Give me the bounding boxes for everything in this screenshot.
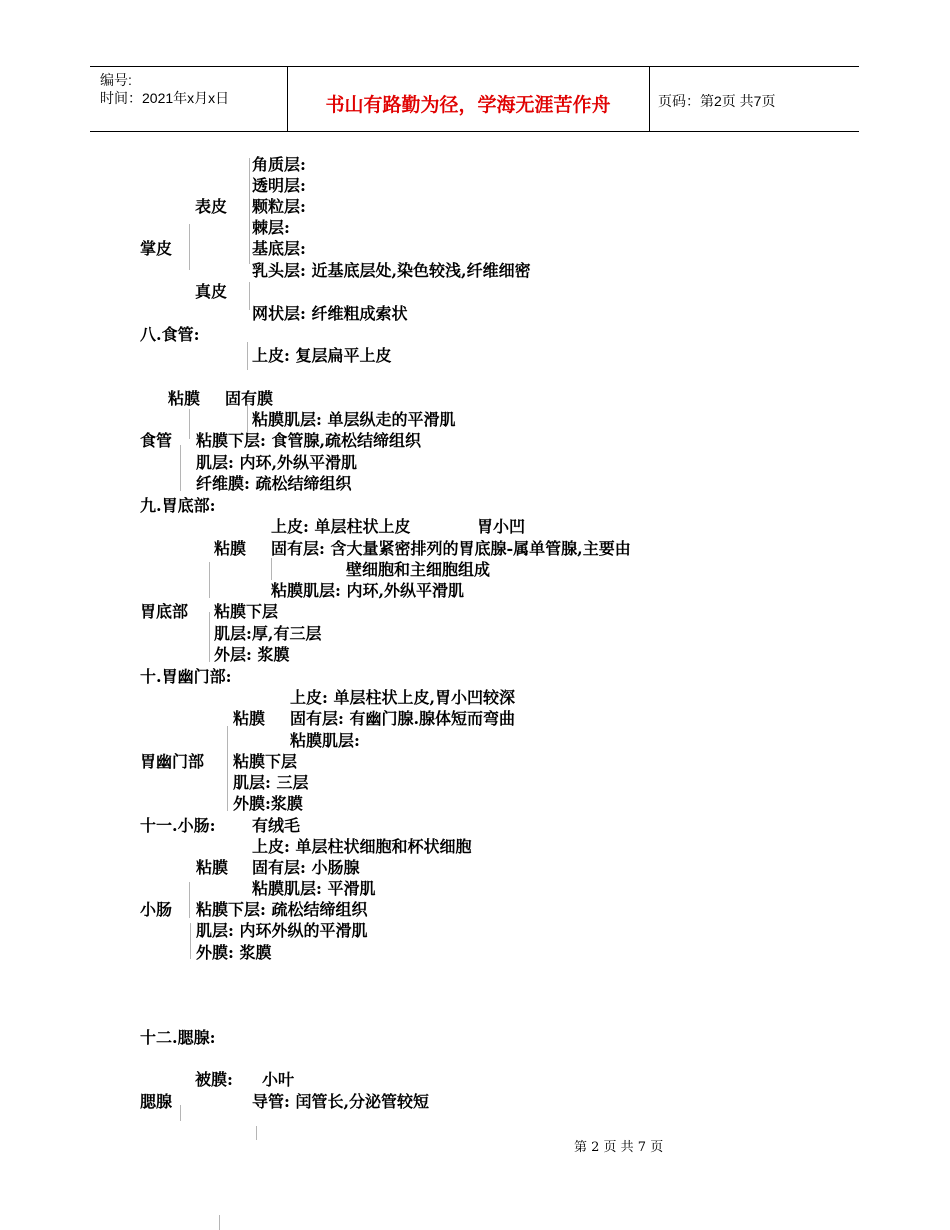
bracket-line [271, 558, 272, 580]
pylorus-name: 胃幽门部 [140, 752, 205, 771]
bracket-line [189, 409, 190, 439]
pylorus-serosa: 外膜:浆膜 [233, 794, 303, 813]
fundus-submucosa: 粘膜下层 [214, 602, 279, 621]
bracket-line [249, 158, 250, 264]
header-motto: 书山有路勤为径，学海无涯苦作舟 [325, 94, 611, 116]
esophagus-name: 食管 [140, 431, 173, 450]
small-intestine-submucosa: 粘膜下层: 疏松结缔组织 [196, 900, 368, 919]
small-intestine-name: 小肠 [140, 900, 173, 919]
palm-layer: 颗粒层: [252, 197, 306, 216]
small-intestine-epithelium: 上皮: 单层柱状细胞和杯状细胞 [252, 837, 472, 856]
esophagus-lamina: 固有膜 [225, 389, 274, 408]
esophagus-adventitia: 纤维膜: 疏松结缔组织 [196, 474, 352, 493]
section-heading: 八.食管: [140, 325, 200, 344]
palm-dermis: 真皮 [195, 282, 228, 301]
parotid-duct: 导管: 闰管长,分泌管较短 [252, 1092, 430, 1111]
small-intestine-serosa: 外膜: 浆膜 [196, 943, 272, 962]
fundus-lamina: 固有层: 含大量紧密排列的胃底腺-属单管腺,主要由 [271, 539, 631, 558]
header-bottom-rule [90, 131, 859, 132]
esophagus-muscularis-mucosae: 粘膜肌层: 单层纵走的平滑肌 [252, 410, 456, 429]
palm-title: 掌皮 [140, 239, 173, 258]
bracket-line [249, 282, 250, 310]
header-number-label: 编号: [100, 72, 132, 88]
bracket-line [247, 342, 248, 370]
parotid-lobule: 小叶 [262, 1070, 295, 1089]
palm-layer: 网状层: 纤维粗成索状 [252, 304, 408, 323]
bracket-line [189, 882, 190, 918]
header-top-rule [90, 66, 859, 67]
bracket-line [227, 726, 228, 811]
pylorus-submucosa: 粘膜下层 [233, 752, 298, 771]
fundus-mucosa: 粘膜 [214, 539, 247, 558]
fundus-muscularis-mucosae: 粘膜肌层: 内环,外纵平滑肌 [271, 581, 465, 600]
header-divider-right [649, 66, 650, 131]
fundus-pits: 胃小凹 [477, 517, 526, 536]
parotid-capsule: 被膜: [195, 1070, 233, 1089]
bracket-line [189, 224, 190, 270]
bracket-line [180, 1105, 181, 1121]
bracket-line [256, 1126, 257, 1140]
fundus-lamina-cont: 壁细胞和主细胞组成 [346, 560, 491, 579]
pylorus-lamina: 固有层: 有幽门腺.腺体短而弯曲 [290, 709, 516, 728]
section-heading: 十一.小肠: [140, 816, 216, 835]
pylorus-mucosa: 粘膜 [233, 709, 266, 728]
pylorus-muscle: 肌层: 三层 [233, 773, 309, 792]
header-time-label: 时间：2021年x月x日 [100, 90, 230, 106]
section-heading: 九.胃底部: [140, 496, 216, 515]
fundus-serosa: 外层: 浆膜 [214, 645, 290, 664]
small-intestine-mucosa: 粘膜 [196, 858, 229, 877]
small-intestine-muscularis-mucosae: 粘膜肌层: 平滑肌 [252, 879, 376, 898]
small-intestine-muscle: 肌层: 内环外纵的平滑肌 [196, 921, 368, 940]
fundus-name: 胃底部 [140, 602, 189, 621]
esophagus-mucosa: 粘膜 [168, 389, 201, 408]
palm-layer: 角质层: [252, 155, 306, 174]
pylorus-epithelium: 上皮: 单层柱状上皮,胃小凹较深 [290, 688, 516, 707]
palm-epidermis: 表皮 [195, 197, 228, 216]
bracket-line [209, 562, 210, 598]
palm-layer: 基底层: [252, 239, 306, 258]
page-footer: 第 2 页 共 7 页 [574, 1140, 664, 1155]
bracket-line [180, 445, 181, 491]
esophagus-muscle: 肌层: 内环,外纵平滑肌 [196, 453, 358, 472]
palm-layer: 棘层: [252, 218, 290, 237]
esophagus-submucosa: 粘膜下层: 食管腺,疏松结缔组织 [196, 431, 422, 450]
palm-layer: 透明层: [252, 176, 306, 195]
bracket-line [209, 612, 210, 662]
pylorus-muscularis-mucosae: 粘膜肌层: [290, 731, 360, 750]
parotid-name: 腮腺 [140, 1092, 173, 1111]
fundus-epithelium: 上皮: 单层柱状上皮 [271, 517, 411, 536]
bracket-line [190, 923, 191, 959]
palm-layer: 乳头层: 近基底层处,染色较浅,纤维细密 [252, 261, 531, 280]
section-heading: 十二.腮腺: [140, 1028, 216, 1047]
bracket-line [219, 1215, 220, 1230]
section-heading: 十.胃幽门部: [140, 667, 232, 686]
header-page-label: 页码：第2页 共7页 [658, 93, 776, 109]
small-intestine-lamina: 固有层: 小肠腺 [252, 858, 360, 877]
esophagus-epithelium: 上皮: 复层扁平上皮 [252, 346, 392, 365]
fundus-muscle: 肌层:厚,有三层 [214, 624, 322, 643]
small-intestine-note: 有绒毛 [252, 816, 301, 835]
